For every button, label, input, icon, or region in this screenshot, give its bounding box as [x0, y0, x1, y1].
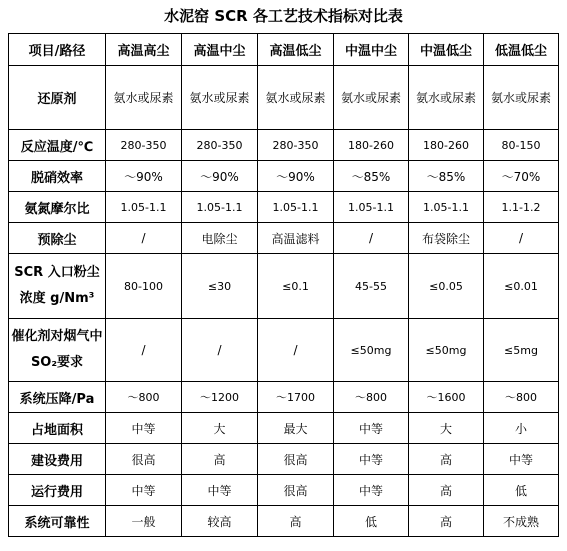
row-label: SCR 入口粉尘浓度 g/Nm³: [9, 254, 106, 319]
table-cell: 中等: [334, 413, 409, 444]
header-cell: 高温中尘: [182, 34, 258, 66]
table-cell: 中等: [334, 444, 409, 475]
table-cell: 1.05-1.1: [258, 192, 334, 223]
table-cell: ≤5mg: [484, 319, 559, 382]
header-row: [9, 34, 559, 66]
table-row: [9, 319, 559, 382]
table-cell: 大: [409, 413, 484, 444]
table-row: [9, 192, 559, 223]
table-cell: 高: [409, 444, 484, 475]
table-cell: 低: [334, 506, 409, 537]
table-cell: 180-260: [334, 130, 409, 161]
table-cell: 较高: [182, 506, 258, 537]
table-cell: 280-350: [106, 130, 182, 161]
table-cell: /: [334, 223, 409, 254]
table-cell: /: [106, 319, 182, 382]
table-row: [9, 506, 559, 537]
table-cell: 45-55: [334, 254, 409, 319]
table-cell: 高温滤料: [258, 223, 334, 254]
table-cell: ～800: [484, 382, 559, 413]
table-cell: ～85%: [409, 161, 484, 192]
table-cell: 小: [484, 413, 559, 444]
table-cell: 氨水或尿素: [484, 66, 559, 130]
table-cell: /: [182, 319, 258, 382]
table-cell: 氨水或尿素: [106, 66, 182, 130]
table-title: 水泥窑 SCR 各工艺技术指标对比表: [164, 7, 403, 25]
table-cell: 80-150: [484, 130, 559, 161]
table-row: [9, 254, 559, 319]
table-cell: 一般: [106, 506, 182, 537]
row-label: 氨氮摩尔比: [9, 192, 106, 223]
table-cell: 布袋除尘: [409, 223, 484, 254]
table-cell: ～1700: [258, 382, 334, 413]
table-cell: ～1200: [182, 382, 258, 413]
header-cell: 高温低尘: [258, 34, 334, 66]
table-cell: 最大: [258, 413, 334, 444]
table-cell: 氨水或尿素: [182, 66, 258, 130]
table-cell: 中等: [182, 475, 258, 506]
table-cell: 氨水或尿素: [258, 66, 334, 130]
table-cell: 1.05-1.1: [106, 192, 182, 223]
table-cell: 180-260: [409, 130, 484, 161]
table-row: [9, 475, 559, 506]
table-cell: 氨水或尿素: [334, 66, 409, 130]
table-cell: 中等: [106, 413, 182, 444]
table-cell: 中等: [106, 475, 182, 506]
table-cell: ～90%: [258, 161, 334, 192]
table-cell: ～800: [106, 382, 182, 413]
table-cell: 高: [258, 506, 334, 537]
table-cell: 1.05-1.1: [334, 192, 409, 223]
table-cell: 很高: [106, 444, 182, 475]
row-label: 占地面积: [9, 413, 106, 444]
table-cell: 280-350: [182, 130, 258, 161]
table-cell: 1.05-1.1: [409, 192, 484, 223]
table-cell: 氨水或尿素: [409, 66, 484, 130]
table-row: [9, 382, 559, 413]
table-cell: ≤0.1: [258, 254, 334, 319]
table-row: [9, 413, 559, 444]
table-cell: 不成熟: [484, 506, 559, 537]
header-cell: 高温高尘: [106, 34, 182, 66]
header-cell: 中温中尘: [334, 34, 409, 66]
table-cell: ～90%: [182, 161, 258, 192]
header-cell: 项目/路径: [9, 34, 106, 66]
table-cell: 高: [409, 506, 484, 537]
table-cell: 1.05-1.1: [182, 192, 258, 223]
table-row: [9, 130, 559, 161]
table-cell: 低: [484, 475, 559, 506]
table-cell: 很高: [258, 444, 334, 475]
row-label: 预除尘: [9, 223, 106, 254]
row-label: 反应温度/℃: [9, 130, 106, 161]
table-row: [9, 161, 559, 192]
table-cell: 80-100: [106, 254, 182, 319]
table-cell: ～90%: [106, 161, 182, 192]
row-label: 运行费用: [9, 475, 106, 506]
table-cell: ～85%: [334, 161, 409, 192]
table-cell: ≤0.05: [409, 254, 484, 319]
table-cell: 电除尘: [182, 223, 258, 254]
header-cell: 中温低尘: [409, 34, 484, 66]
row-label: 催化剂对烟气中 SO₂要求: [9, 319, 106, 382]
table-row: [9, 66, 559, 130]
table-cell: 很高: [258, 475, 334, 506]
table-cell: 高: [409, 475, 484, 506]
table-cell: 1.1-1.2: [484, 192, 559, 223]
table-cell: ～1600: [409, 382, 484, 413]
row-label: 建设费用: [9, 444, 106, 475]
row-label: 系统压降/Pa: [9, 382, 106, 413]
table-row: [9, 444, 559, 475]
table-cell: /: [106, 223, 182, 254]
table-cell: ≤0.01: [484, 254, 559, 319]
header-cell: 低温低尘: [484, 34, 559, 66]
table-cell: 大: [182, 413, 258, 444]
row-label: 脱硝效率: [9, 161, 106, 192]
comparison-table: [8, 33, 559, 537]
table-cell: /: [484, 223, 559, 254]
table-cell: /: [258, 319, 334, 382]
row-label: 还原剂: [9, 66, 106, 130]
table-cell: 中等: [484, 444, 559, 475]
table-cell: 280-350: [258, 130, 334, 161]
table-cell: ≤50mg: [409, 319, 484, 382]
row-label: 系统可靠性: [9, 506, 106, 537]
table-cell: ≤30: [182, 254, 258, 319]
table-cell: ～800: [334, 382, 409, 413]
table-row: [9, 223, 559, 254]
table-cell: ～70%: [484, 161, 559, 192]
table-cell: ≤50mg: [334, 319, 409, 382]
table-cell: 中等: [334, 475, 409, 506]
table-cell: 高: [182, 444, 258, 475]
